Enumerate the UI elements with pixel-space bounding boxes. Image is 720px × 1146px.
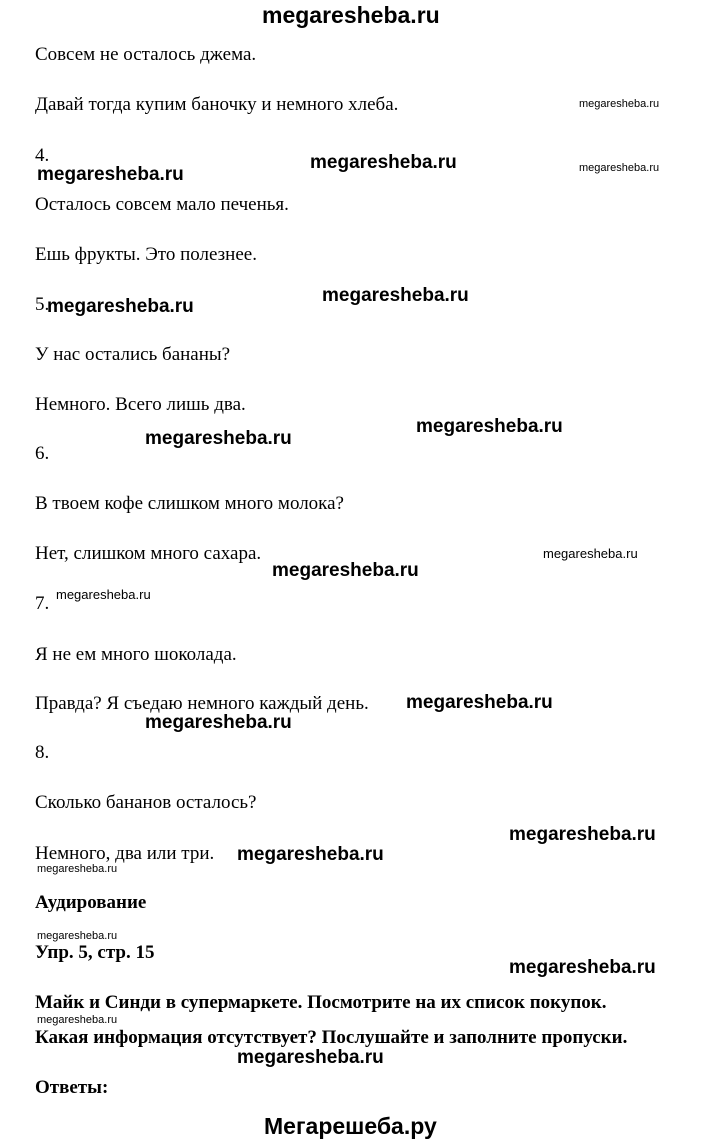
watermark: megaresheba.ru (406, 692, 553, 713)
exercise-label: Упр. 5, стр. 15 (35, 942, 155, 963)
watermark: megaresheba.ru (416, 416, 563, 437)
text-line: Сколько бананов осталось? (35, 792, 257, 813)
text-line: В твоем кофе слишком много молока? (35, 493, 344, 514)
item-number: 7. (35, 593, 50, 614)
text-line: Немного. Всего лишь два. (35, 394, 246, 415)
section-heading: Аудирование (35, 892, 147, 913)
watermark: megaresheba.ru (145, 428, 292, 449)
watermark: megaresheba.ru (37, 164, 184, 185)
watermark: megaresheba.ru (543, 546, 638, 561)
watermark: megaresheba.ru (37, 1014, 118, 1026)
text-line: Совсем не осталось джема. (35, 44, 257, 65)
watermark: megaresheba.ru (56, 587, 151, 602)
watermark: megaresheba.ru (509, 824, 656, 845)
watermark: megaresheba.ru (237, 1047, 384, 1068)
watermark: megaresheba.ru (47, 296, 194, 317)
text-line: Осталось совсем мало печенья. (35, 194, 289, 215)
page-footer-brand: Мегарешеба.ру (264, 1113, 437, 1139)
item-number: 5. (35, 294, 50, 315)
text-line: Ешь фрукты. Это полезнее. (35, 244, 257, 265)
task-text: Какая информация отсутствует? Послушайте и заполните пропуски. (35, 1027, 628, 1048)
watermark: megaresheba.ru (37, 930, 118, 942)
item-number: 6. (35, 443, 50, 464)
watermark: megaresheba.ru (509, 957, 656, 978)
watermark: megaresheba.ru (579, 162, 660, 174)
text-line: Немного, два или три. (35, 843, 215, 864)
text-line: Давай тогда купим баночку и немного хлеба. (35, 94, 399, 115)
item-number: 8. (35, 742, 50, 763)
watermark: megaresheba.ru (322, 285, 469, 306)
text-line: Правда? Я съедаю немного каждый день. (35, 693, 369, 714)
item-number: 4. (35, 145, 50, 166)
text-line: Я не ем много шоколада. (35, 644, 237, 665)
watermark: megaresheba.ru (310, 152, 457, 173)
text-line: Нет, слишком много сахара. (35, 543, 262, 564)
watermark: megaresheba.ru (37, 863, 118, 875)
text-line: У нас остались бананы? (35, 344, 231, 365)
watermark: megaresheba.ru (237, 844, 384, 865)
watermark: megaresheba.ru (272, 560, 419, 581)
task-text: Майк и Синди в супермаркете. Посмотрите на их список покупок. (35, 992, 607, 1013)
page-header-site: megaresheba.ru (262, 2, 440, 28)
watermark: megaresheba.ru (579, 98, 660, 110)
answers-label: Ответы: (35, 1077, 109, 1098)
watermark: megaresheba.ru (145, 712, 292, 733)
